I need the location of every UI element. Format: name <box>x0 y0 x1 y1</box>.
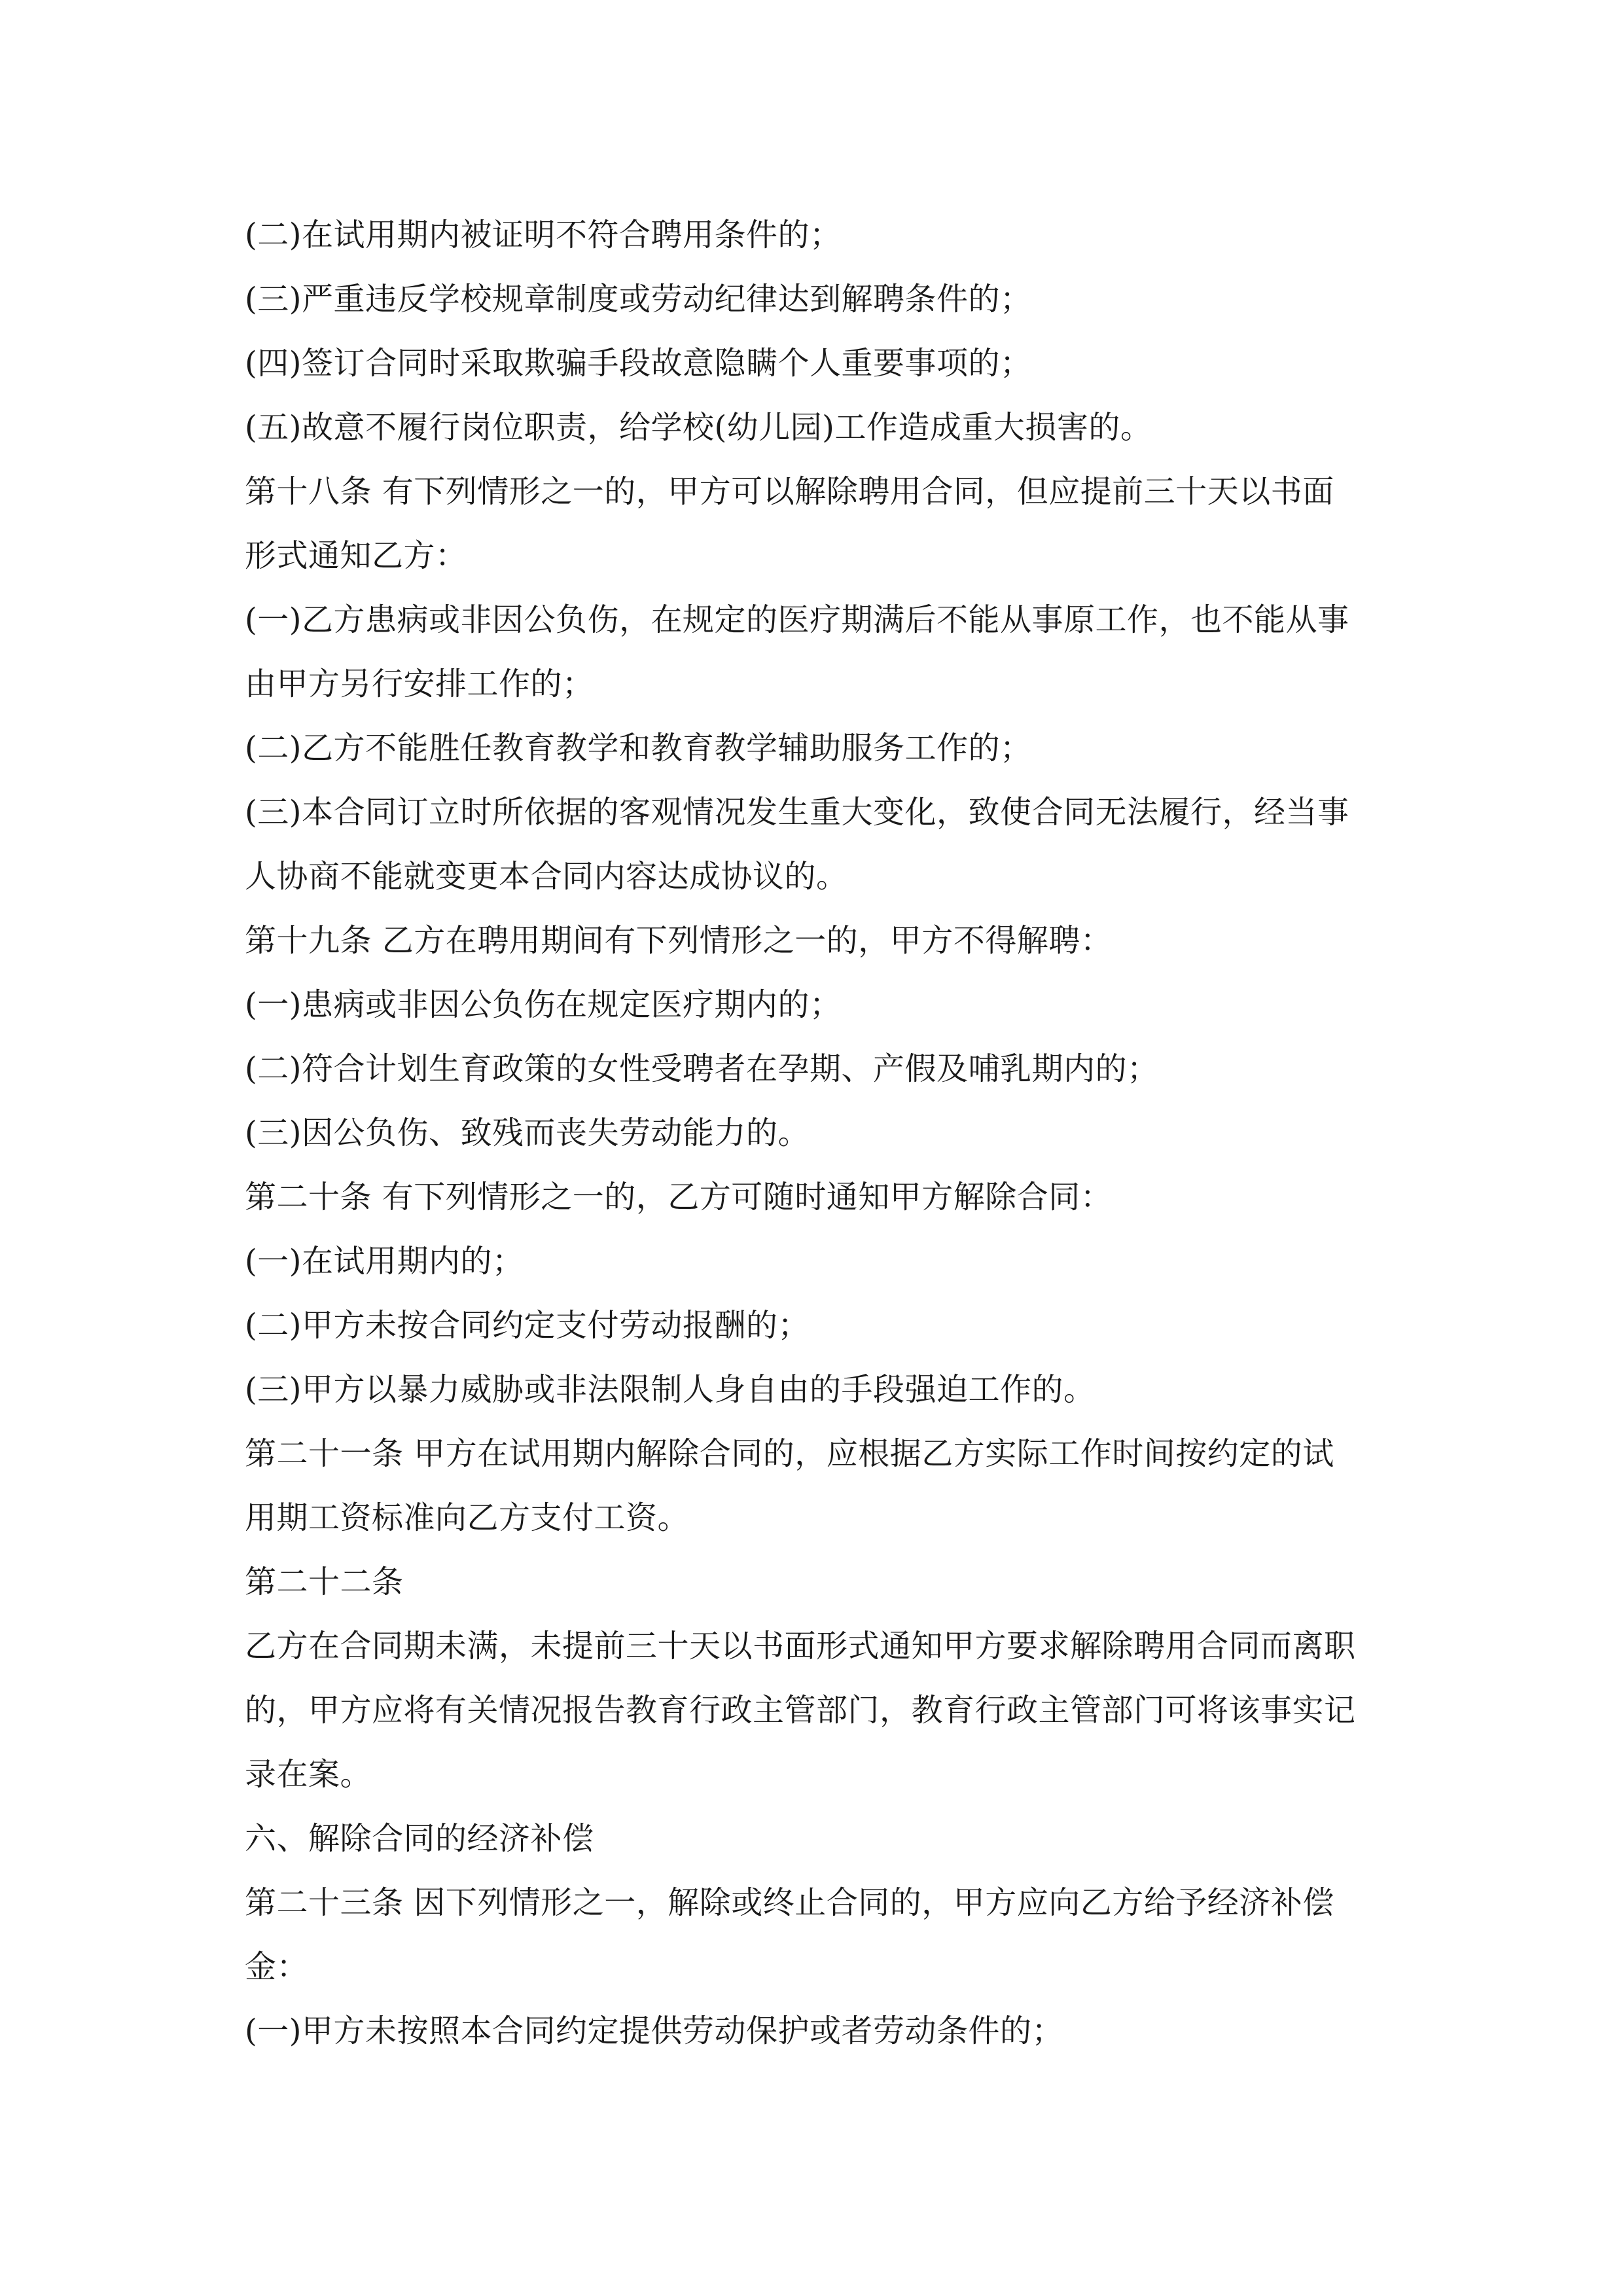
article-heading-line: 第二十条 有下列情形之一的，乙方可随时通知甲方解除合同： <box>245 1179 1113 1215</box>
text-line: 的，甲方应将有关情况报告教育行政主管部门，教育行政主管部门可将该事实记 <box>245 1692 1356 1729</box>
article-heading-line: 第二十二条 <box>245 1564 404 1600</box>
text-line: (四)签订合同时采取欺骗手段故意隐瞒个人重要事项的； <box>245 345 1032 382</box>
text-line: (三)因公负伤、致残而丧失劳动能力的。 <box>245 1115 810 1151</box>
article-heading-line: 第二十一条 甲方在试用期内解除合同的，应根据乙方实际工作时间按约定的试 <box>245 1435 1334 1472</box>
text-line: (一)甲方未按照本合同约定提供劳动保护或者劳动条件的； <box>245 2013 1063 2049</box>
text-line: (一)在试用期内的； <box>245 1243 524 1280</box>
text-line: 用期工资标准向乙方支付工资。 <box>245 1499 690 1536</box>
text-line: (二)乙方不能胜任教育教学和教育教学辅助服务工作的； <box>245 730 1032 766</box>
article-heading-line: 第二十三条 因下列情形之一，解除或终止合同的，甲方应向乙方给予经济补偿 <box>245 1884 1334 1921</box>
section-heading-line: 六、解除合同的经济补偿 <box>245 1820 594 1857</box>
text-line: (三)本合同订立时所依据的客观情况发生重大变化，致使合同无法履行，经当事 <box>245 794 1349 831</box>
text-line: 人协商不能就变更本合同内容达成协议的。 <box>245 858 848 895</box>
article-heading-line: 第十九条 乙方在聘用期间有下列情形之一的，甲方不得解聘： <box>245 922 1113 959</box>
text-line: (一)乙方患病或非因公负伤，在规定的医疗期满后不能从事原工作，也不能从事 <box>245 601 1349 638</box>
text-line: (二)甲方未按合同约定支付劳动报酬的； <box>245 1307 810 1344</box>
text-line: 乙方在合同期未满，未提前三十天以书面形式通知甲方要求解除聘用合同而离职 <box>245 1628 1356 1664</box>
text-line: 形式通知乙方： <box>245 537 467 574</box>
contract-text-body <box>245 203 1381 2063</box>
article-heading-line: 第十八条 有下列情形之一的，甲方可以解除聘用合同，但应提前三十天以书面 <box>245 473 1334 510</box>
text-line: 录在案。 <box>245 1756 372 1793</box>
text-line: (三)严重违反学校规章制度或劳动纪律达到解聘条件的； <box>245 281 1032 317</box>
text-line: 金： <box>245 1948 309 1985</box>
text-line: (五)故意不履行岗位职责，给学校(幼儿园)工作造成重大损害的。 <box>245 409 1152 446</box>
text-line: (三)甲方以暴力威胁或非法限制人身自由的手段强迫工作的。 <box>245 1371 1096 1408</box>
text-line: (二)在试用期内被证明不符合聘用条件的； <box>245 217 842 253</box>
text-line: (二)符合计划生育政策的女性受聘者在孕期、产假及哺乳期内的； <box>245 1050 1159 1087</box>
text-line: 由甲方另行安排工作的； <box>245 666 594 702</box>
text-line: (一)患病或非因公负伤在规定医疗期内的； <box>245 986 842 1023</box>
